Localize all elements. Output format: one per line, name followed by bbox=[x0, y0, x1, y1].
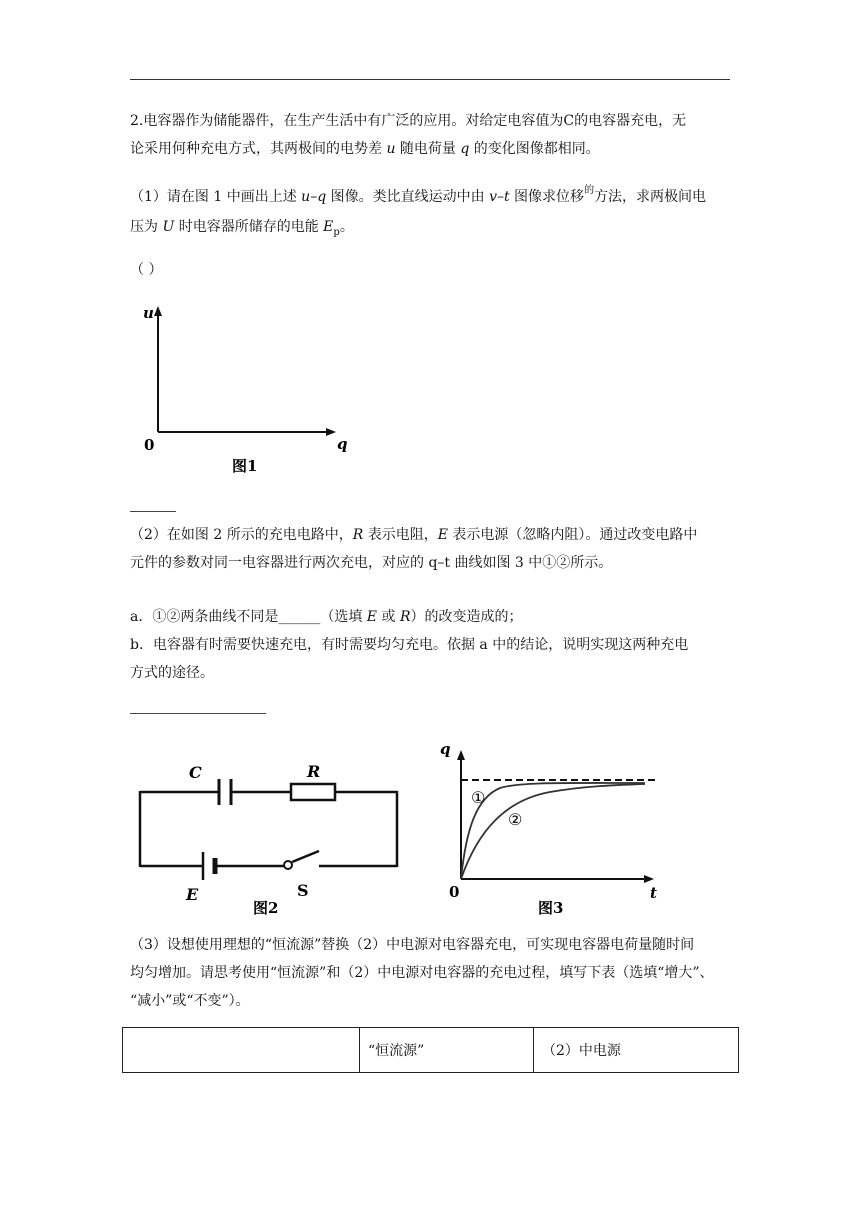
header-rule bbox=[130, 79, 730, 80]
table-header-row bbox=[123, 1028, 739, 1073]
comparison-table bbox=[122, 1027, 739, 1073]
figure1-caption: 图1 bbox=[232, 457, 258, 475]
part1-text: （1）请在图 1 中画出上述 u–q 图像。类比直线运动中由 v–t 图像求位移$^的$方法，求两极间电 压为 U 时电容器所储存的电能 $E_p$。 bbox=[130, 185, 707, 238]
curve-2-label: ② bbox=[508, 810, 523, 829]
label-R: R bbox=[307, 762, 321, 781]
part1-answer-paren: （ ） bbox=[130, 262, 163, 278]
label-C: C bbox=[189, 763, 202, 782]
figure3-caption: 图3 bbox=[538, 899, 564, 917]
switch-pivot bbox=[284, 861, 292, 869]
figure2-caption: 图2 bbox=[253, 899, 279, 917]
figure3-qt-graph bbox=[420, 740, 665, 920]
part2-b-text: b．电容器有时需要快速充电，有时需要均匀充电。依据 a 中的结论，说明实现这两种充电 方式的途径。 bbox=[130, 637, 689, 681]
curve-1-label: ① bbox=[471, 788, 486, 807]
resistor-symbol bbox=[291, 784, 335, 800]
part2-text: （2）在如图 2 所示的充电电路中，R 表示电阻，E 表示电源（忽略内阻）。通过改变电路中 元件的参数对同一电容器进行两次充电，对应的 q–t 曲线如图 3 中①②所示。 bbox=[130, 527, 698, 571]
table-header-cell bbox=[123, 1028, 360, 1073]
answer-blank-2 bbox=[130, 713, 266, 714]
figure1-y-label: u bbox=[143, 304, 154, 322]
curve-2 bbox=[461, 784, 645, 879]
figure2-circuit bbox=[135, 755, 410, 925]
figure3-x-label: t bbox=[650, 884, 657, 902]
table-header-cell: （2）中电源 bbox=[534, 1028, 739, 1073]
table-header-cell: “恒流源” bbox=[360, 1028, 534, 1073]
answer-blank-1 bbox=[130, 511, 176, 512]
part3-text: （3）设想使用理想的“恒流源”替换（2）中电源对电容器充电，可实现电容器电荷量随时间 均匀增加。请思考使用“恒流源”和（2）中电源对电容器的充电过程，填写下表（选填“增大”、 “减小”或“不变”）。 bbox=[130, 937, 714, 1009]
figure3-origin: 0 bbox=[449, 883, 460, 901]
question-intro: 2.电容器作为储能器件，在生产生活中有广泛的应用。对给定电容值为C的电容器充电，无 论采用何种充电方式，其两极间的电势差 u 随电荷量 q 的变化图像都相同。 bbox=[130, 113, 687, 157]
figure1-x-label: q bbox=[337, 435, 348, 453]
curve-1 bbox=[461, 783, 645, 879]
figure3-y-label: q bbox=[440, 740, 451, 758]
label-S: S bbox=[297, 881, 309, 900]
part2-a-text: a．①②两条曲线不同是______（选填 E 或 R）的改变造成的； bbox=[130, 609, 523, 625]
figure1-origin: 0 bbox=[144, 436, 155, 454]
figure1-uq-axes bbox=[130, 298, 360, 478]
switch-blade bbox=[292, 851, 319, 862]
label-E: E bbox=[186, 885, 199, 904]
